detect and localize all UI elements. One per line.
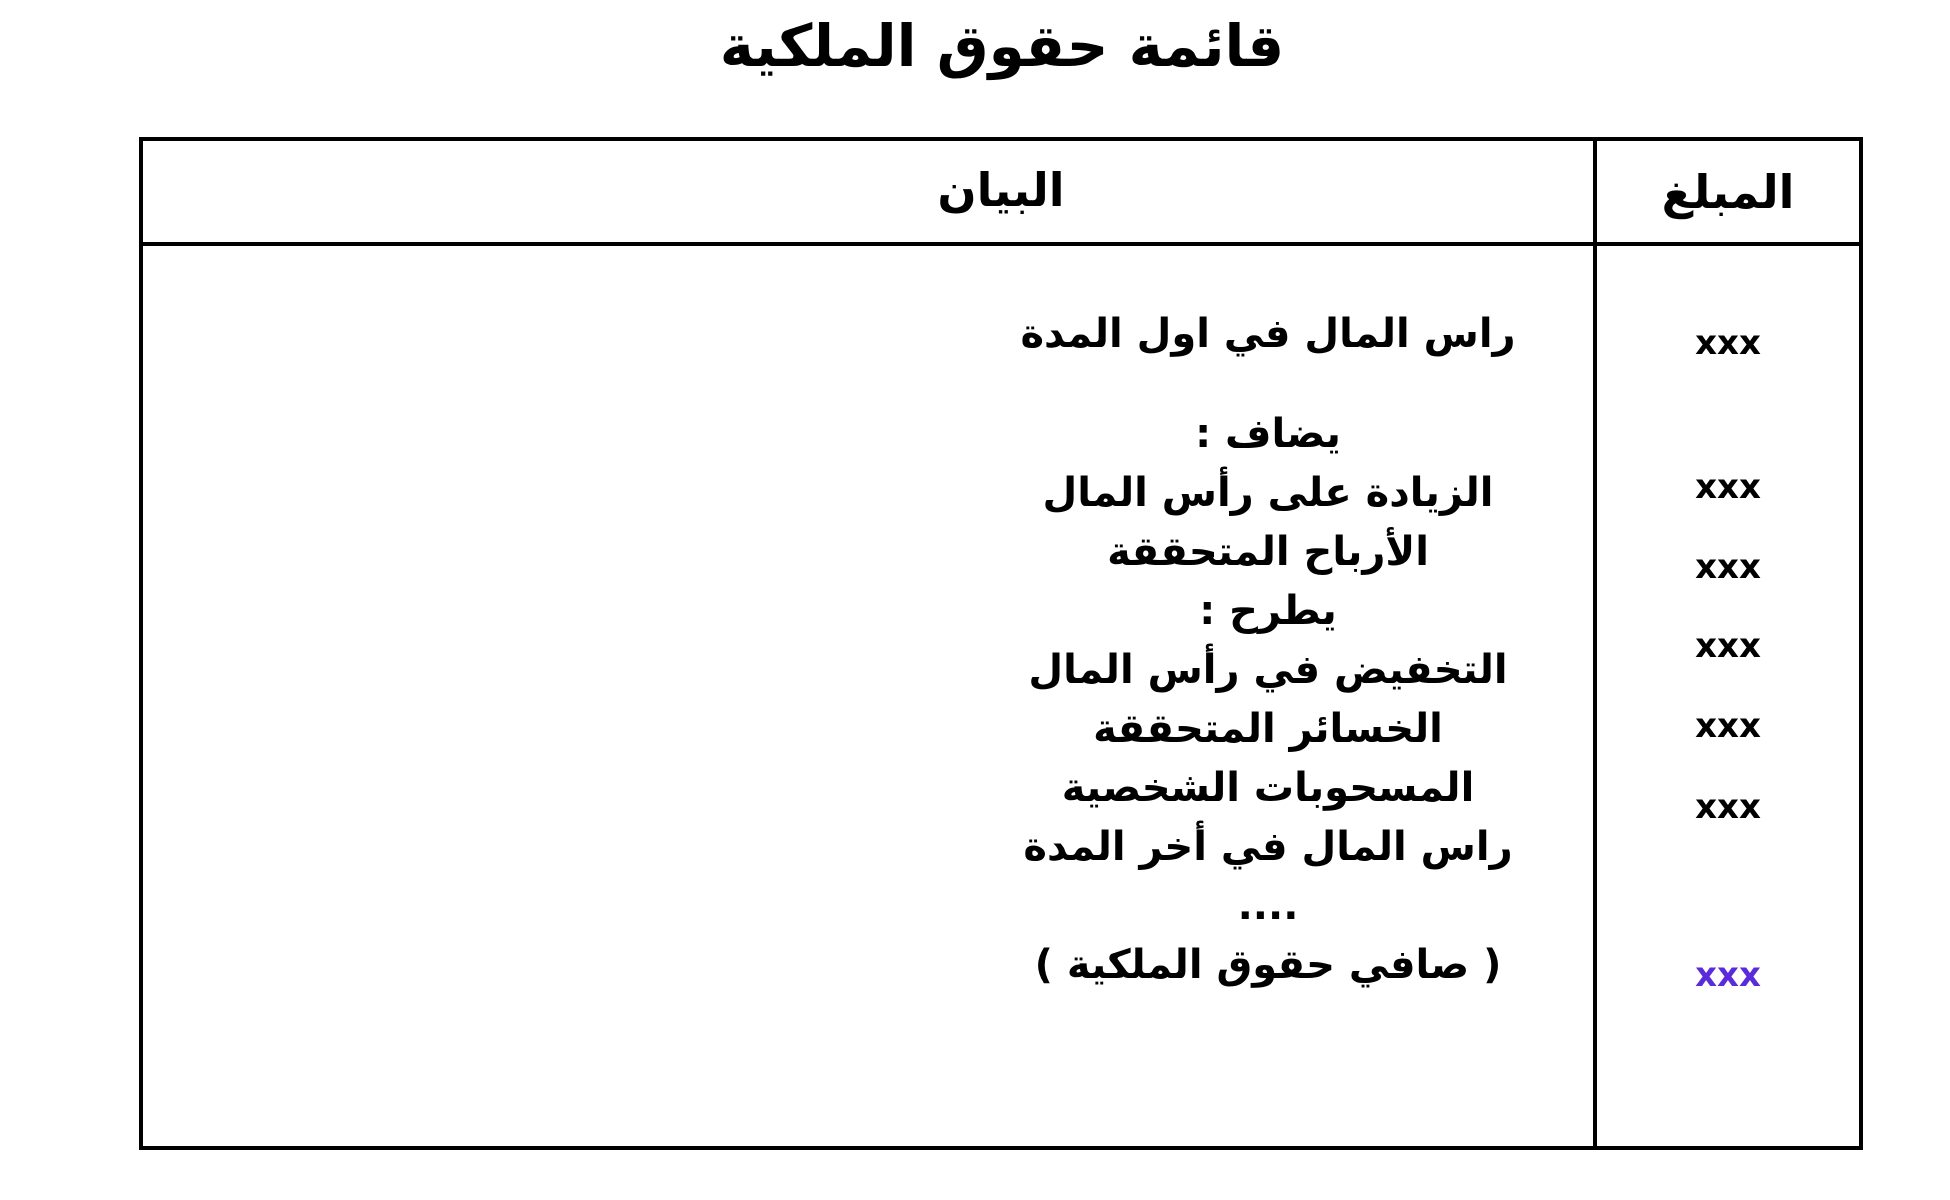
amount-opening-capital: xxx bbox=[1695, 323, 1761, 363]
statement-line-add-heading: يضاف : bbox=[1195, 411, 1341, 457]
amount-column bbox=[1593, 246, 1859, 1146]
amount-net-equity: xxx bbox=[1695, 955, 1761, 995]
table-body bbox=[143, 246, 1859, 1146]
statement-line-closing-capital: راس المال في أخر المدة bbox=[1023, 824, 1513, 870]
table-header-row bbox=[143, 141, 1859, 246]
statement-column-header-cell bbox=[143, 141, 1593, 242]
statement-lines bbox=[968, 305, 1568, 995]
page-title: قائمة حقوق الملكية bbox=[719, 12, 1285, 80]
statement-line-dots: .... bbox=[1237, 883, 1299, 929]
statement-line-opening-capital: راس المال في اول المدة bbox=[1020, 311, 1516, 357]
statement-line-net-equity: ( صافي حقوق الملكية ) bbox=[1034, 942, 1502, 988]
statement-line-personal-drawings: المسحوبات الشخصية bbox=[1061, 765, 1475, 811]
amount-realized-losses: xxx bbox=[1695, 706, 1761, 746]
statement-line-capital-reduction: التخفيض في رأس المال bbox=[1028, 647, 1508, 693]
amount-capital-reduction: xxx bbox=[1695, 626, 1761, 666]
amount-column-header: المبلغ bbox=[1593, 141, 1859, 242]
statement-line-realized-losses: الخسائر المتحققة bbox=[1093, 706, 1443, 752]
statement-line-realized-profits: الأرباح المتحققة bbox=[1107, 529, 1429, 575]
statement-column bbox=[143, 246, 1593, 1146]
amount-personal-drawings: xxx bbox=[1695, 787, 1761, 827]
statement-line-capital-increase: الزيادة على رأس المال bbox=[1042, 470, 1494, 516]
amount-capital-increase: xxx bbox=[1695, 467, 1761, 507]
equity-statement-table bbox=[139, 137, 1863, 1150]
amount-realized-profits: xxx bbox=[1695, 547, 1761, 587]
statement-column-header: البيان bbox=[937, 162, 1065, 217]
statement-line-deduct-heading: يطرح : bbox=[1199, 588, 1337, 634]
